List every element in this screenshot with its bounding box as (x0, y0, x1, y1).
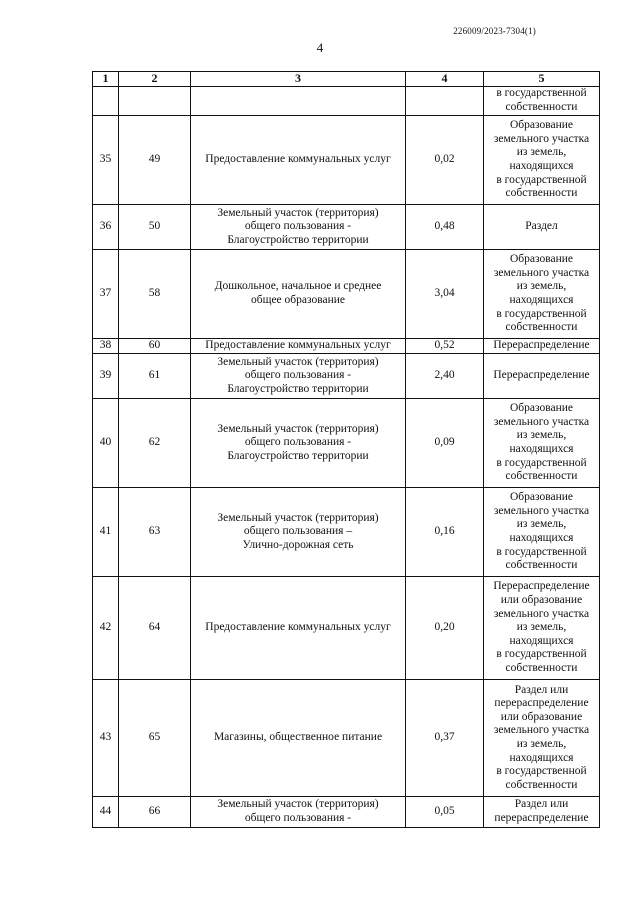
table-row (93, 205, 600, 250)
area-cell: 0,37 (406, 680, 484, 797)
plot-id-cell: 50 (119, 205, 191, 250)
plot-id-cell: 66 (119, 797, 191, 828)
formation-method-cell: Перераспределение (484, 354, 600, 399)
plot-id-cell: 61 (119, 354, 191, 399)
area-cell: 0,02 (406, 116, 484, 205)
plot-id-cell: 64 (119, 577, 191, 680)
column-header-2: 2 (119, 72, 191, 87)
row-number-cell: 36 (93, 205, 119, 250)
row-number-cell: 40 (93, 399, 119, 488)
table-row (93, 116, 600, 205)
plot-id-cell: 49 (119, 116, 191, 205)
plot-id-cell (119, 87, 191, 116)
table-header-row (93, 72, 600, 87)
formation-method-cell: Образование земельного участка из земель, находящихся в государственной собственности (484, 399, 600, 488)
area-cell: 0,48 (406, 205, 484, 250)
table-row (93, 339, 600, 354)
row-number-cell: 41 (93, 488, 119, 577)
table-body (93, 87, 600, 828)
row-number-cell (93, 87, 119, 116)
area-cell: 0,05 (406, 797, 484, 828)
table-row (93, 797, 600, 828)
row-number-cell: 38 (93, 339, 119, 354)
column-header-1: 1 (93, 72, 119, 87)
formation-method-cell: в государственной собственности (484, 87, 600, 116)
table-row (93, 680, 600, 797)
permitted-use-cell: Предоставление коммунальных услуг (191, 339, 406, 354)
table-row (93, 488, 600, 577)
permitted-use-cell (191, 87, 406, 116)
area-cell: 0,52 (406, 339, 484, 354)
plot-id-cell: 62 (119, 399, 191, 488)
row-number-cell: 35 (93, 116, 119, 205)
area-cell: 0,20 (406, 577, 484, 680)
formation-method-cell: Раздел или перераспределение или образование земельного участка из земель, находящихся в государственной собственности (484, 680, 600, 797)
permitted-use-cell: Предоставление коммунальных услуг (191, 116, 406, 205)
formation-method-cell: Раздел (484, 205, 600, 250)
table-row (93, 577, 600, 680)
table-row (93, 354, 600, 399)
area-cell: 2,40 (406, 354, 484, 399)
permitted-use-cell: Предоставление коммунальных услуг (191, 577, 406, 680)
area-cell: 0,16 (406, 488, 484, 577)
formation-method-cell: Перераспределение или образование земельного участка из земель, находящихся в государственной собственности (484, 577, 600, 680)
column-header-4: 4 (406, 72, 484, 87)
plot-id-cell: 58 (119, 250, 191, 339)
page-number: 4 (316, 40, 324, 55)
permitted-use-cell: Земельный участок (территория) общего пользования - Благоустройство территории (191, 354, 406, 399)
plot-id-cell: 60 (119, 339, 191, 354)
row-number-cell: 44 (93, 797, 119, 828)
area-cell: 3,04 (406, 250, 484, 339)
area-cell (406, 87, 484, 116)
row-number-cell: 43 (93, 680, 119, 797)
column-header-5: 5 (484, 72, 600, 87)
formation-method-cell: Перераспределение (484, 339, 600, 354)
permitted-use-cell: Земельный участок (территория) общего пользования - (191, 797, 406, 828)
formation-method-cell: Образование земельного участка из земель, находящихся в государственной собственности (484, 488, 600, 577)
plot-id-cell: 63 (119, 488, 191, 577)
table-row (93, 399, 600, 488)
permitted-use-cell: Магазины, общественное питание (191, 680, 406, 797)
formation-method-cell: Образование земельного участка из земель, находящихся в государственной собственности (484, 250, 600, 339)
plot-id-cell: 65 (119, 680, 191, 797)
formation-method-cell: Образование земельного участка из земель, находящихся в государственной собственности (484, 116, 600, 205)
document-number: 226009/2023-7304(1) (453, 26, 536, 36)
permitted-use-cell: Дошкольное, начальное и среднее общее образование (191, 250, 406, 339)
permitted-use-cell: Земельный участок (территория) общего пользования - Благоустройство территории (191, 205, 406, 250)
area-cell: 0,09 (406, 399, 484, 488)
row-number-cell: 39 (93, 354, 119, 399)
row-number-cell: 42 (93, 577, 119, 680)
table-row (93, 250, 600, 339)
land-plots-table (92, 71, 600, 828)
table-row (93, 87, 600, 116)
row-number-cell: 37 (93, 250, 119, 339)
column-header-3: 3 (191, 72, 406, 87)
permitted-use-cell: Земельный участок (территория) общего пользования – Улично-дорожная сеть (191, 488, 406, 577)
formation-method-cell: Раздел или перераспределение (484, 797, 600, 828)
permitted-use-cell: Земельный участок (территория) общего пользования - Благоустройство территории (191, 399, 406, 488)
